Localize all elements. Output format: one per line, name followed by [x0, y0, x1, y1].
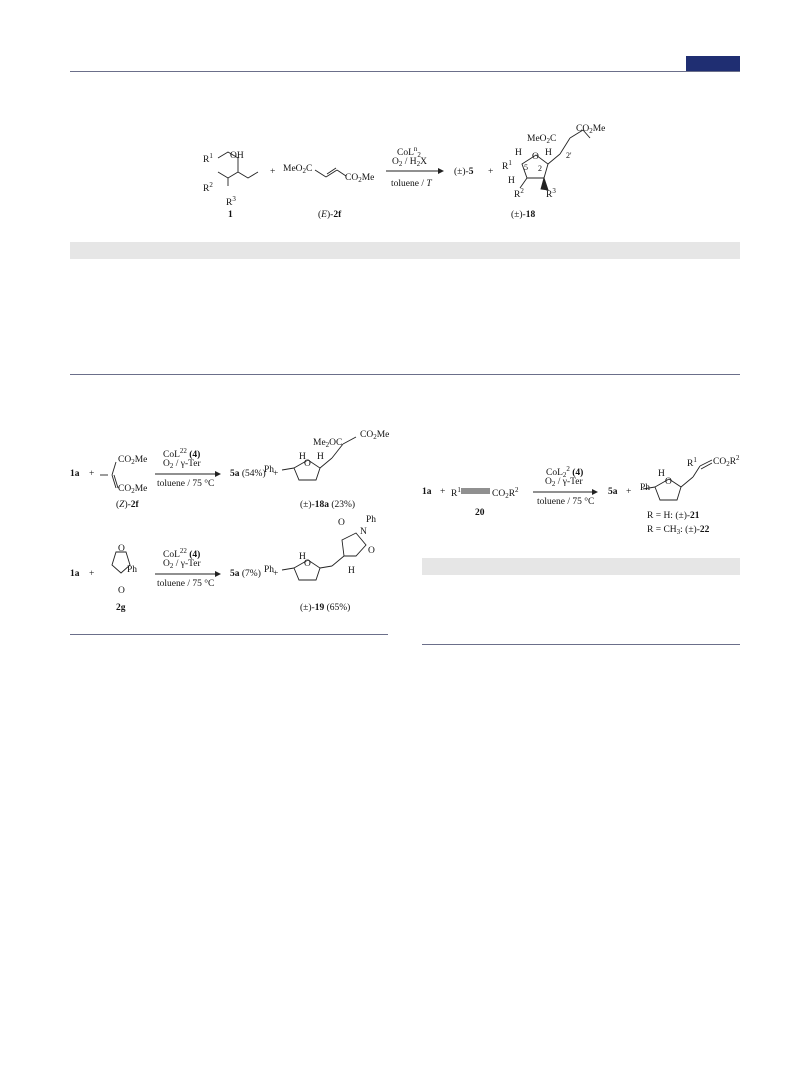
reactant1-r1: $R^1$ — [203, 152, 213, 165]
row2-oxidant: $O_2 / \gamma-Ter$ — [163, 559, 201, 570]
row2-ring-o-top: O — [338, 518, 345, 528]
right-co2r2: $CO_2R^2$ — [492, 486, 519, 500]
row2-o-bottom: O — [118, 586, 125, 596]
product2-h-right: H — [545, 148, 552, 158]
reactant2-label: (E)-2f — [318, 210, 342, 220]
right-product-co2r2: $CO_2R^2$ — [713, 454, 740, 468]
reactant1-r2: $R^2$ — [203, 181, 213, 194]
right-solvent: toluene / 75 °C — [537, 497, 595, 507]
conditions-solvent: toluene / T — [391, 179, 432, 189]
product2-h-bottom: H — [508, 176, 515, 186]
row2-plus: + — [89, 569, 95, 579]
row1-me2oc: $Me_2OC$ — [313, 438, 343, 449]
row2-h-right: H — [348, 566, 355, 576]
row2-start-1a: 1a — [70, 569, 80, 579]
right-plus-2: + — [626, 487, 632, 497]
conditions-catalyst: CoL$^n_2$ — [397, 145, 421, 159]
reactant2-co2me: $CO_2Me$ — [345, 173, 375, 184]
row1-plus: + — [89, 469, 95, 479]
right-h: H — [658, 469, 665, 479]
row2-plus-2: + — [273, 569, 279, 579]
row2-o-top: O — [118, 544, 125, 554]
row1-o: O — [304, 459, 311, 469]
row1-h-right: H — [317, 452, 324, 462]
plus-2: + — [488, 167, 494, 177]
right-product-line1: R = H: (±)-21 — [647, 511, 700, 521]
reactant1-r3: $R^3$ — [226, 195, 236, 208]
right-catalyst: CoL$_2^2$ (4) — [546, 465, 584, 479]
reactant2-meo2c: MeO$_2$C — [283, 164, 313, 175]
product2-meo2c: MeO$_2$C — [527, 134, 557, 145]
product2-h-top: H — [515, 148, 522, 158]
conditions-oxidant: $O_2 / H_2X$ — [392, 157, 427, 168]
product2-co2me: $CO_2Me$ — [576, 124, 606, 135]
row2-reagent-label: 2g — [116, 603, 126, 613]
row1-co2me-top: $CO_2Me$ — [118, 455, 148, 466]
plus-1: + — [270, 167, 276, 177]
row1-ph: Ph — [264, 465, 275, 475]
row1-catalyst: CoL$^{22}$ (4) — [163, 447, 201, 460]
product2-pos2: 2 — [538, 164, 542, 173]
product2-r2: $R^2$ — [514, 187, 524, 200]
row2-side-product-label: (±)-19 (65%) — [300, 603, 351, 613]
right-o: O — [665, 477, 672, 487]
right-product-5a: 5a — [608, 487, 618, 497]
right-product-line2: $R = CH_3$: (±)-22 — [647, 525, 710, 536]
product2-pos2prime: 2' — [566, 151, 572, 160]
row2-product-5a: 5a (7%) — [230, 569, 261, 579]
product1-label: (±)-5 — [454, 167, 474, 177]
right-plus: + — [440, 487, 446, 497]
row2-ring-n-ph: Ph — [366, 515, 377, 525]
right-product-r1: $R^1$ — [687, 456, 697, 469]
row2-h-left: H — [299, 552, 306, 562]
row1-reagent-label: (Z)-2f — [116, 500, 139, 510]
right-ph: Ph — [640, 483, 651, 493]
right-r1: $R^1$ — [451, 486, 461, 499]
row1-start-1a: 1a — [70, 469, 80, 479]
right-reagent-label: 20 — [475, 508, 485, 518]
product2-r3: $R^3$ — [546, 187, 556, 200]
product2-label: (±)-18 — [511, 210, 536, 220]
row2-ring-o-bottom: O — [368, 546, 375, 556]
row1-co2me-bottom: $CO_2Me$ — [118, 484, 148, 495]
row1-product-5a: 5a (54%) — [230, 469, 266, 479]
product2-pos5: 5 — [524, 163, 528, 172]
product2-o: O — [532, 152, 539, 162]
row1-solvent: toluene / 75 °C — [157, 479, 215, 489]
row2-catalyst: CoL$^{22}$ (4) — [163, 547, 201, 560]
right-start-1a: 1a — [422, 487, 432, 497]
row1-co2me-product: $CO_2Me$ — [360, 430, 390, 441]
row1-oxidant: $O_2 / \gamma-Ter$ — [163, 459, 201, 470]
row1-plus-2: + — [273, 469, 279, 479]
right-oxidant: $O_2 / \gamma-Ter$ — [545, 477, 583, 488]
row1-h-left: H — [299, 452, 306, 462]
row2-o: O — [304, 559, 311, 569]
row2-ph: Ph — [264, 565, 275, 575]
row2-solvent: toluene / 75 °C — [157, 579, 215, 589]
row2-ring-n: N — [360, 527, 367, 537]
product2-r1: $R^1$ — [502, 159, 512, 172]
row1-side-product-label: (±)-18a (23%) — [300, 500, 356, 510]
reactant1-oh: OH — [230, 151, 244, 161]
reactant1-label: 1 — [228, 210, 233, 220]
row2-n-ph: Ph — [127, 565, 138, 575]
